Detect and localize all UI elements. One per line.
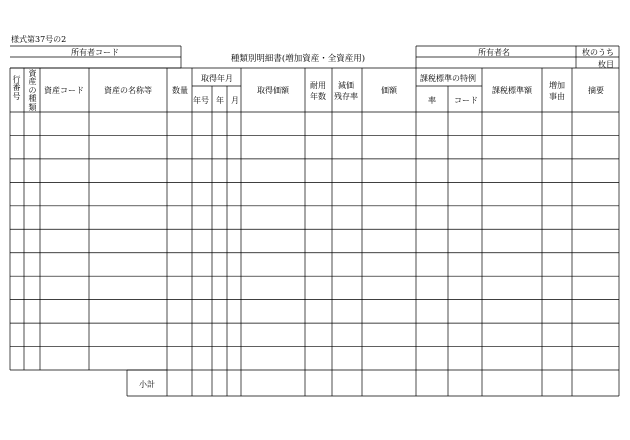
col-increase-reason-2: 事由 — [549, 92, 565, 101]
owner-code-label: 所有者コード — [71, 48, 119, 57]
form-title: 種類別明細書(増加資産・全資産用) — [230, 54, 366, 64]
col-asset-name: 資産の名称等 — [104, 86, 152, 95]
col-increase-reason-1: 増加 — [549, 81, 565, 90]
owner-name-label: 所有者名 — [478, 48, 510, 57]
col-acquired: 取得年月 — [201, 74, 233, 83]
col-year: 年 — [216, 96, 224, 105]
col-month: 月 — [231, 96, 239, 105]
col-useful-life-1: 耐用 — [310, 81, 326, 90]
form-number: 様式第37号の2 — [11, 35, 67, 44]
col-depreciation-1: 減価 — [338, 81, 354, 90]
col-code: コード — [454, 96, 478, 105]
col-depreciation-2: 残存率 — [334, 92, 358, 101]
col-tax-special: 課税標準の特例 — [420, 74, 476, 83]
col-summary: 摘要 — [588, 86, 604, 95]
col-useful-life-2: 年数 — [310, 92, 326, 101]
sheet-of-label: 枚のうち — [582, 48, 614, 57]
sheet-num-label: 枚目 — [598, 60, 614, 69]
col-acquisition-cost: 取得価額 — [257, 86, 289, 95]
col-value: 価額 — [381, 86, 397, 95]
subtotal-label: 小計 — [139, 380, 155, 389]
col-asset-type: 資産の種類 — [28, 69, 37, 112]
col-row-no: 行番号 — [12, 75, 21, 101]
col-era: 年号 — [193, 96, 209, 105]
col-rate: 率 — [428, 96, 436, 105]
col-asset-code: 資産コード — [44, 86, 84, 95]
col-quantity: 数量 — [172, 86, 188, 95]
col-tax-base: 課税標準額 — [492, 86, 532, 95]
